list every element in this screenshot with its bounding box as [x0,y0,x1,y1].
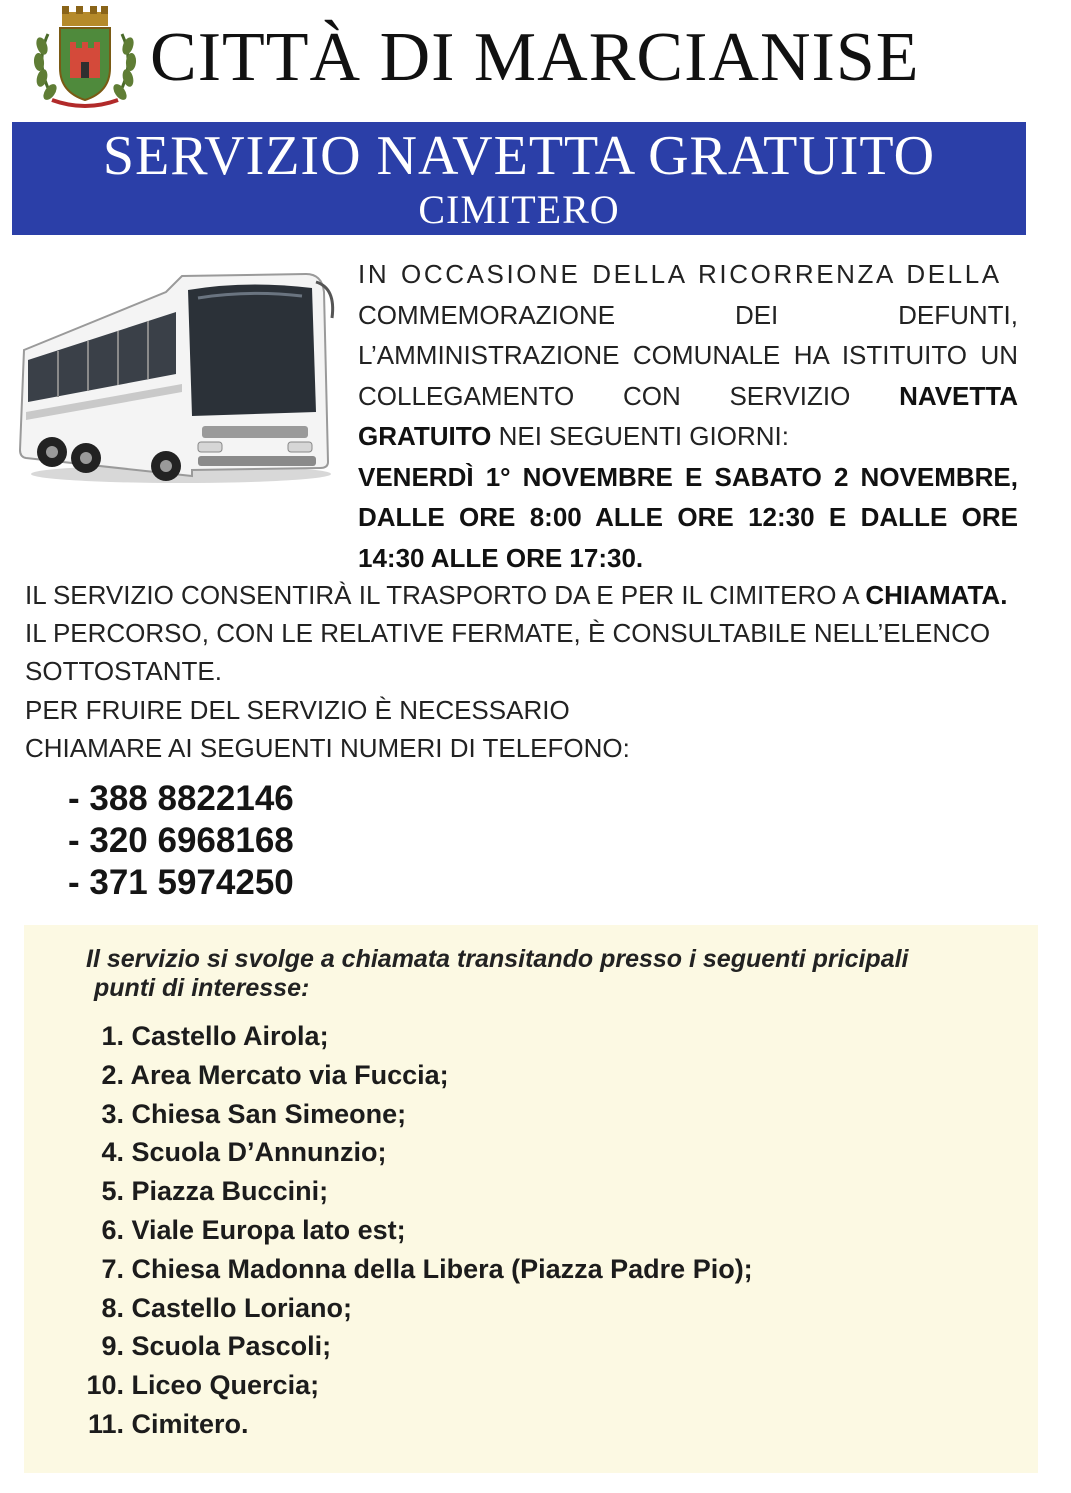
list-item: 2. Area Mercato via Fuccia; [101,1059,449,1090]
list-item: 8. Castello Loriano; [101,1292,353,1323]
intro-text-2: NEI SEGUENTI GIORNI: [491,421,789,451]
intro-lead: IN OCCASIONE DELLA RICORRENZA DELLA [358,259,1002,289]
intro-body [358,295,1018,457]
list-item: 1. Castello Airola; [101,1021,329,1051]
stops-intro-line-1: Il servizio si svolge a chiamata transitando presso i seguenti pricipali [86,945,909,973]
list-item: 9. Scuola Pascoli; [101,1331,332,1362]
title-banner [12,122,1026,235]
list-item: 11. Cimitero. [87,1408,249,1439]
list-item: 3. Chiesa San Simeone; [101,1098,407,1129]
municipal-crest-icon [30,4,140,112]
stops-box [24,925,1038,1473]
intro-bold-shuttle: NAVETTA GRATUITO [358,380,1018,451]
banner-subtitle: CIMITERO [418,187,620,232]
service-line-3: PER FRUIRE DEL SERVIZIO È NECESSARIO [25,694,570,725]
stops-list [68,1017,753,1444]
banner-title: SERVIZIO NAVETTA GRATUITO [102,125,936,187]
bus-illustration [16,262,338,490]
stops-intro-line-2: punti di interesse: [94,974,310,1002]
service-line-1: IL SERVIZIO CONSENTIRÀ IL TRASPORTO DA E PER IL CIMITERO A CHIAMATA. [25,580,1008,610]
phone-number-2: - 320 6968168 [68,821,294,860]
intro-schedule: VENERDÌ 1° NOVEMBRE E SABATO 2 NOVEMBRE, DALLE ORE 8:00 ALLE ORE 12:30 E DALLE ORE 14:30 ALLE ORE 17:30. [358,461,1018,573]
list-item: 10. Liceo Quercia; [86,1370,320,1401]
list-item: 4. Scuola D’Annunzio; [101,1137,387,1168]
phone-list [68,778,294,904]
list-item: 7. Chiesa Madonna della Libera (Piazza Padre Pio); [101,1253,753,1284]
intro-text-1: COMMEMORAZIONE DEI DEFUNTI, L’AMMINISTRAZIONE COMUNALE HA ISTITUITO UN COLLEGAMENTO CON SERVIZIO [358,299,1018,411]
service-line-2: IL PERCORSO, CON LE RELATIVE FERMATE, È CONSULTABILE NELL’ELENCO SOTTOSTANTE. [25,618,991,687]
phone-number-1: - 388 8822146 [68,779,294,818]
service-description [25,576,1035,767]
stops-intro [86,945,1006,1003]
service-line-4: CHIAMARE AI SEGUENTI NUMERI DI TELEFONO: [25,732,630,763]
city-title: CITTÀ DI MARCIANISE [150,19,920,96]
list-item: 5. Piazza Buccini; [101,1176,329,1207]
intro-paragraph [358,254,1018,578]
phone-number-3: - 371 5974250 [68,863,294,902]
service-line-1-bold: CHIAMATA. [865,580,1008,610]
list-item: 6. Viale Europa lato est; [101,1214,406,1245]
